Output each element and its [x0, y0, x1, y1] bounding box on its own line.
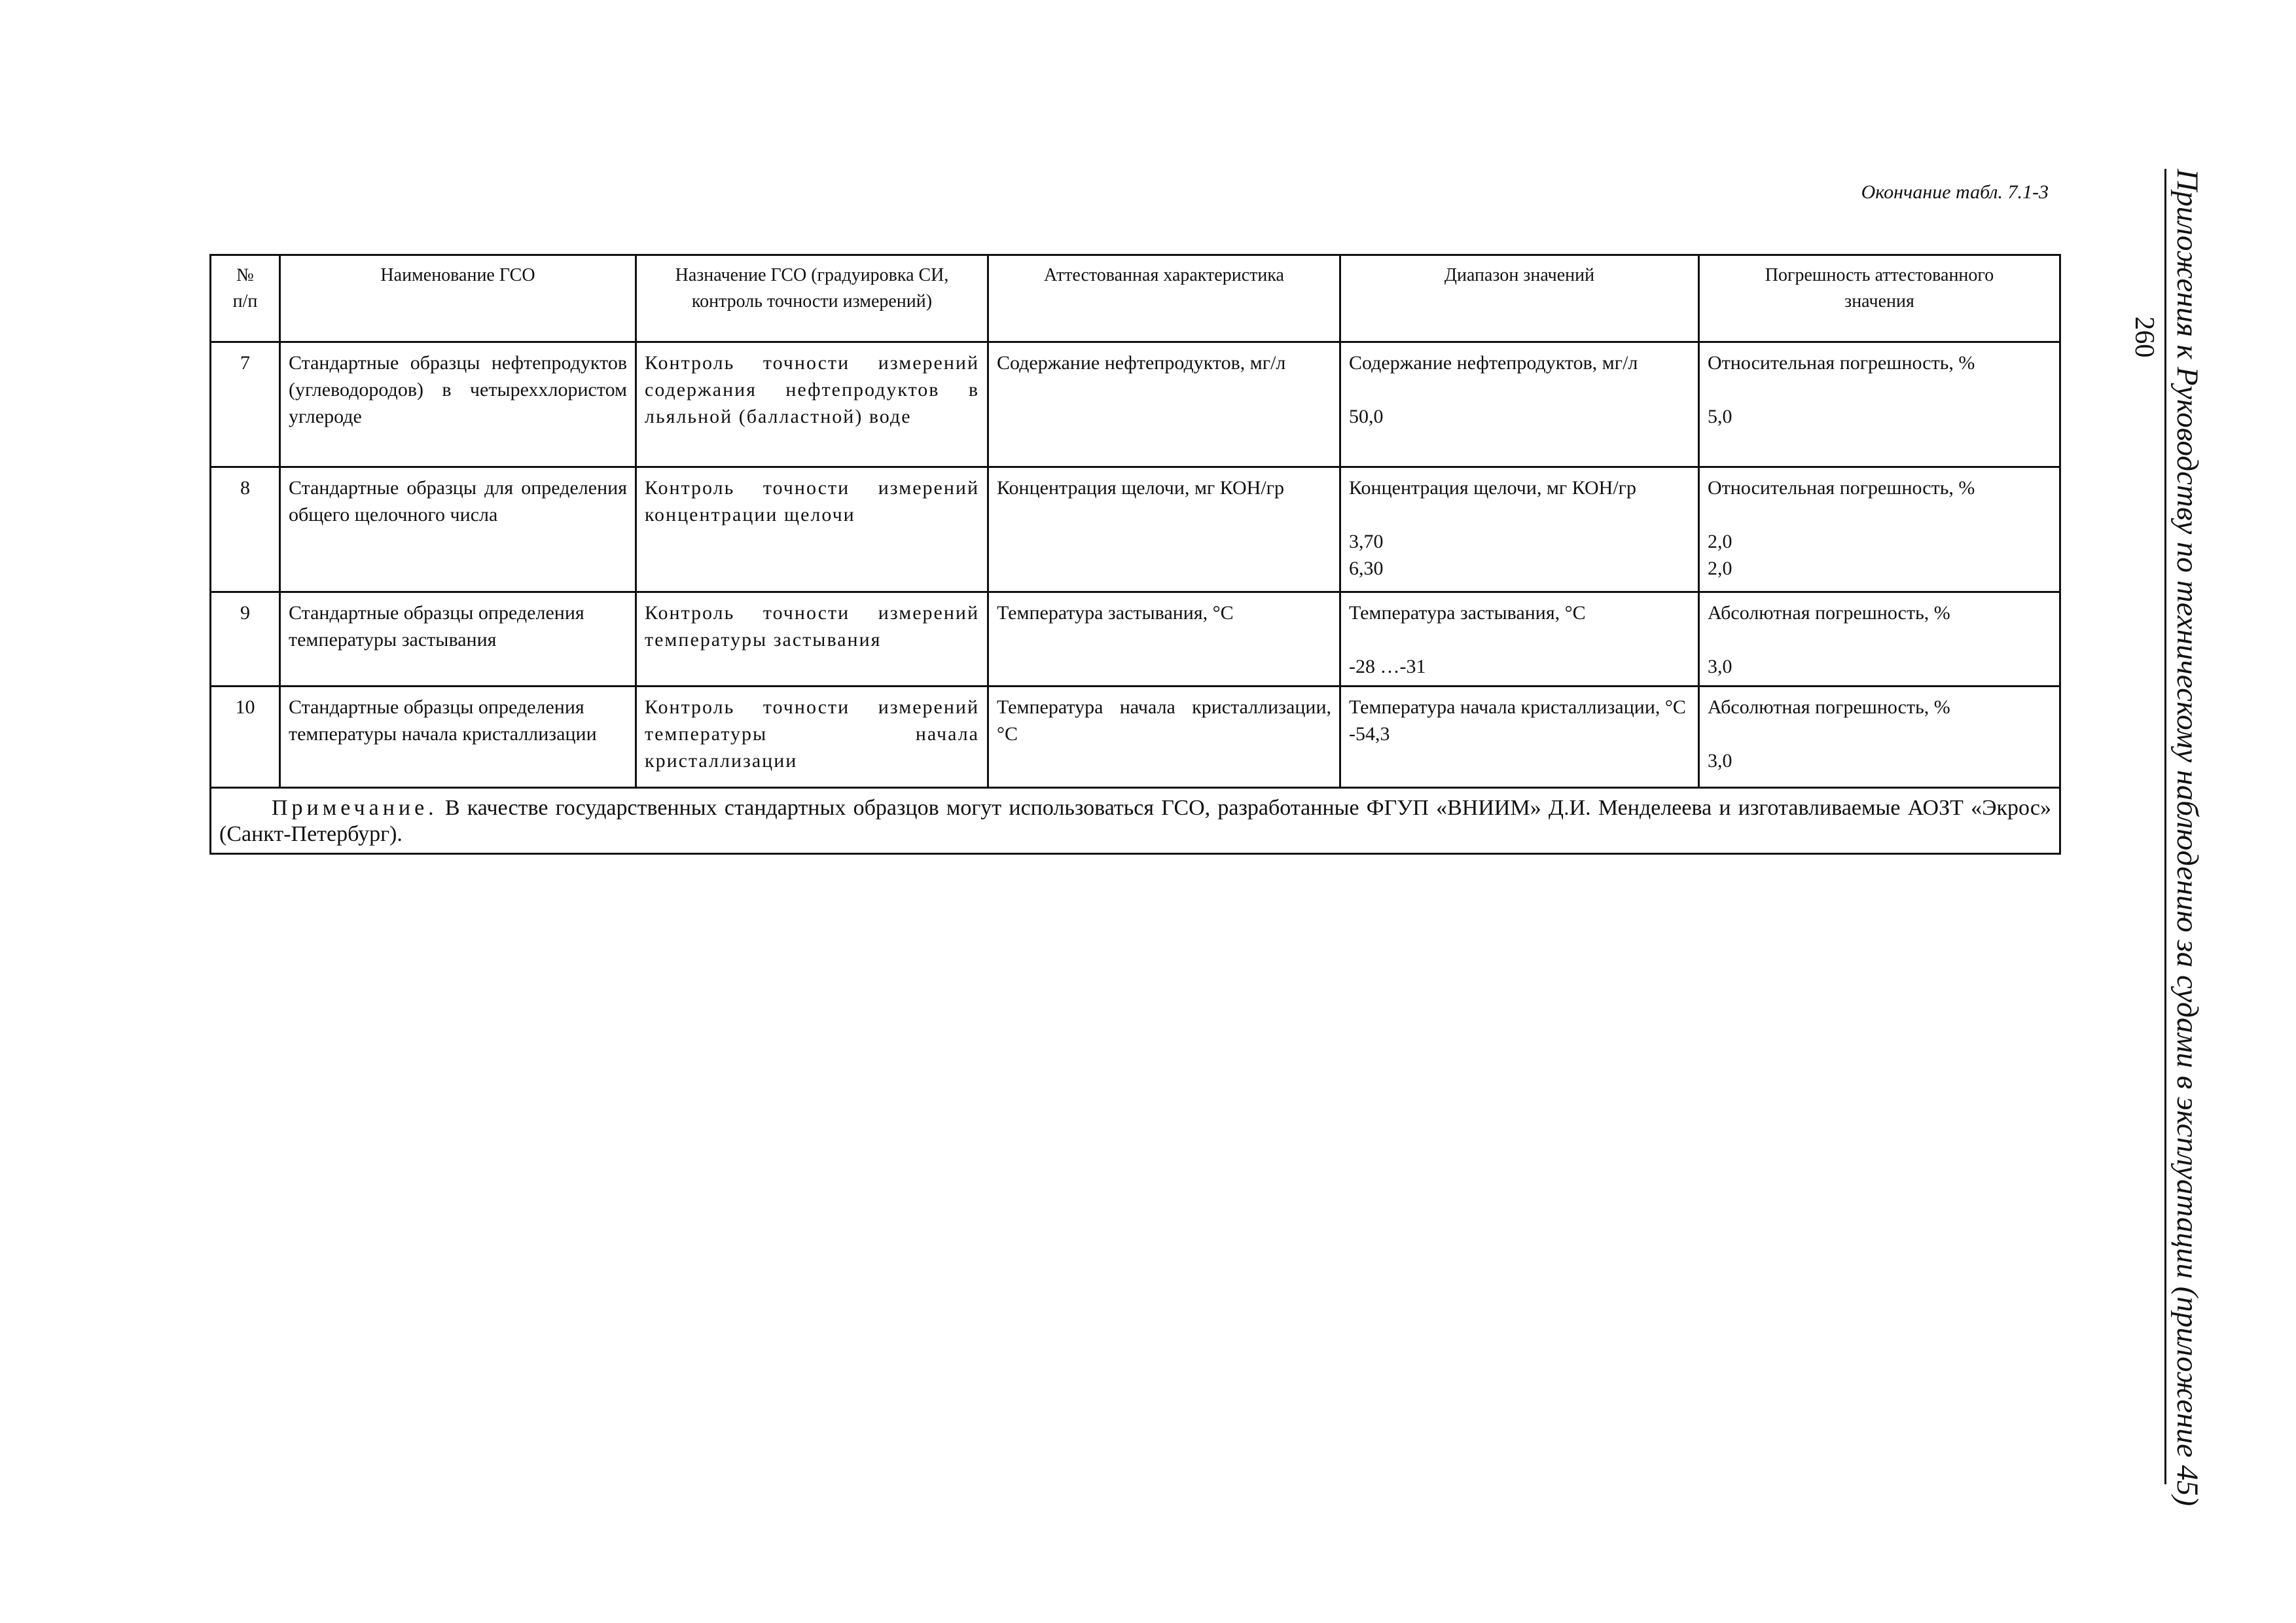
header-error: Погрешность аттестованного значения — [1699, 255, 2060, 342]
range-value: 6,30 — [1349, 558, 1384, 579]
row-characteristic: Температура начала кристаллизации, °С — [988, 687, 1340, 788]
row-characteristic: Температура застывания, °С — [988, 592, 1340, 687]
range-value: 50,0 — [1349, 406, 1384, 427]
range-value: -54,3 — [1349, 723, 1390, 745]
row-number: 9 — [211, 592, 280, 687]
page-number: 260 — [2129, 316, 2159, 358]
table-caption: Окончание табл. 7.1-3 — [1861, 181, 2049, 203]
header-range: Диапазон значений — [1340, 255, 1699, 342]
range-value: -28 …-31 — [1349, 656, 1426, 677]
row-characteristic: Концентрация щелочи, мг КОН/гр — [988, 467, 1340, 592]
row-purpose: Контроль точности измерений температуры начала кристаллизации — [636, 687, 988, 788]
row-error — [1699, 687, 2060, 788]
error-value: 3,0 — [1708, 656, 1732, 677]
table-header-row — [211, 255, 2060, 342]
row-number: 7 — [211, 342, 280, 467]
row-purpose: Контроль точности измерений содержания нефтепродуктов в льяльной (балластной) воде — [636, 342, 988, 467]
table-row — [211, 687, 2060, 788]
header-number: № п/п — [211, 255, 280, 342]
row-error — [1699, 467, 2060, 592]
error-label: Относительная погрешность, % — [1708, 477, 1975, 499]
error-label: Абсолютная погрешность, % — [1708, 696, 1950, 718]
row-range — [1340, 342, 1699, 467]
error-value: 2,0 — [1708, 558, 1732, 579]
row-error — [1699, 592, 2060, 687]
header-characteristic: Аттестованная характеристика — [988, 255, 1340, 342]
range-label: Температура начала кристаллизации, °С — [1349, 696, 1686, 718]
range-label: Содержание нефтепродуктов, мг/л — [1349, 352, 1638, 374]
error-label: Относительная погрешность, % — [1708, 352, 1975, 374]
error-label: Абсолютная погрешность, % — [1708, 602, 1950, 624]
table-row — [211, 467, 2060, 592]
header-purpose: Назначение ГСО (градуировка СИ, контроль точности измерений) — [636, 255, 988, 342]
error-value: 5,0 — [1708, 406, 1732, 427]
error-value: 2,0 — [1708, 531, 1732, 552]
row-name: Стандартные образцы определения температуры застывания — [280, 592, 636, 687]
row-purpose: Контроль точности измерений температуры застывания — [636, 592, 988, 687]
running-title: Приложения к Руководству по техническому наблюдению за судами в эксплуатации (приложение 45) — [2164, 169, 2206, 1484]
note-label: Примечание. — [272, 796, 438, 820]
note-text: В качестве государственных стандартных образцов могут использоваться ГСО, разработанные ФГУП «ВНИИМ» Д.И. Менделеева и изготавливаемые АОЗТ «Экрос» (Санкт-Петербург). — [219, 796, 2051, 846]
side-running-header — [2127, 169, 2206, 1507]
table-note-row — [211, 788, 2060, 854]
table-row — [211, 592, 2060, 687]
range-label: Концентрация щелочи, мг КОН/гр — [1349, 477, 1636, 499]
row-number: 8 — [211, 467, 280, 592]
row-error — [1699, 342, 2060, 467]
row-number: 10 — [211, 687, 280, 788]
row-range — [1340, 592, 1699, 687]
row-name: Стандартные образцы нефтепродуктов (углеводородов) в четыреххлористом углероде — [280, 342, 636, 467]
range-label: Температура застывания, °С — [1349, 602, 1586, 624]
header-name: Наименование ГСО — [280, 255, 636, 342]
row-characteristic: Содержание нефтепродуктов, мг/л — [988, 342, 1340, 467]
row-range — [1340, 687, 1699, 788]
row-name: Стандартные образцы для определения общего щелочного числа — [280, 467, 636, 592]
gso-table — [209, 254, 2061, 855]
range-value: 3,70 — [1349, 531, 1384, 552]
row-range — [1340, 467, 1699, 592]
table-row — [211, 342, 2060, 467]
row-name: Стандартные образцы определения температуры начала кристаллизации — [280, 687, 636, 788]
error-value: 3,0 — [1708, 750, 1732, 772]
row-purpose: Контроль точности измерений концентрации щелочи — [636, 467, 988, 592]
table-note — [211, 788, 2060, 854]
